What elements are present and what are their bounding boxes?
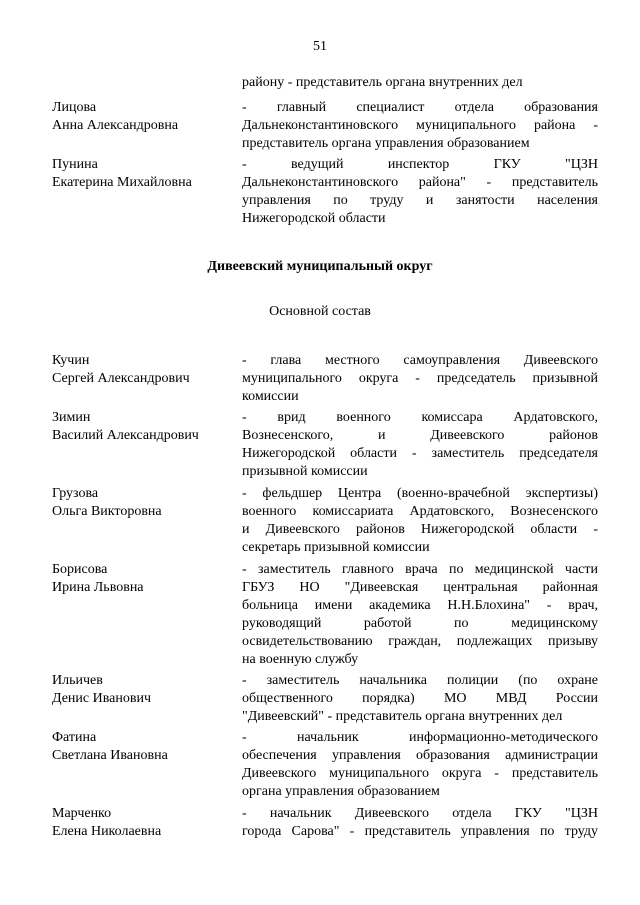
role-line: и Дивеевского районов Нижегородской области - <box>242 522 598 537</box>
role-line: представитель органа управления образованием <box>242 136 530 151</box>
member-surname: Кучин <box>52 353 90 368</box>
member-given-name: Анна Александровна <box>52 118 179 133</box>
member-role <box>242 409 598 481</box>
member-surname: Зимин <box>52 410 91 425</box>
role-line: управления по труду и занятости населения <box>242 193 598 208</box>
member-role <box>242 729 598 801</box>
member-surname: Марченко <box>52 806 112 821</box>
role-line: - заместитель главного врача по медицинской части <box>242 562 598 577</box>
member-role <box>242 352 598 406</box>
member-given-name: Денис Иванович <box>52 691 152 706</box>
role-line: общественного порядка) МО МВД России <box>242 691 598 706</box>
member-name <box>52 352 237 388</box>
page-number: 51 <box>313 39 327 54</box>
role-line: Дальнеконстантиновского района" - представитель <box>242 175 598 190</box>
member-surname: Пунина <box>52 157 98 172</box>
role-line: ГБУЗ НО "Дивеевская центральная районная <box>242 580 598 595</box>
role-line: руководящий работой по медицинскому <box>242 616 598 631</box>
member-given-name: Екатерина Михайловна <box>52 175 192 190</box>
member-role <box>242 99 598 153</box>
member-surname: Лицова <box>52 100 97 115</box>
role-line: на военную службу <box>242 652 359 667</box>
role-line: военного комиссариата Ардатовского, Вознесенского <box>242 504 598 519</box>
member-given-name: Светлана Ивановна <box>52 748 168 763</box>
member-name <box>52 672 237 708</box>
member-given-name: Ольга Викторовна <box>52 504 162 519</box>
continuation-text <box>242 74 598 92</box>
role-line: органа управления образованием <box>242 784 440 799</box>
role-line: "Дивеевский" - представитель органа внутренних дел <box>242 709 563 724</box>
member-name <box>52 729 237 765</box>
member-name <box>52 561 237 597</box>
role-line: города Сарова" - представитель управления по труду <box>242 824 598 839</box>
role-line: - начальник информационно-методического <box>242 730 598 745</box>
member-surname: Ильичев <box>52 673 103 688</box>
role-line: - врид военного комиссара Ардатовского, <box>242 410 598 425</box>
role-line: Нижегородской области - заместитель председателя <box>242 446 598 461</box>
member-role <box>242 561 598 669</box>
section-title: Дивеевский муниципальный округ <box>207 259 433 274</box>
role-line: Дивеевского муниципального округа - представитель <box>242 766 598 781</box>
member-name <box>52 409 237 445</box>
member-given-name: Елена Николаевна <box>52 824 162 839</box>
role-line: Дальнеконстантиновского муниципального района - <box>242 118 598 133</box>
role-line: - начальник Дивеевского отдела ГКУ "ЦЗН <box>242 806 598 821</box>
member-surname: Грузова <box>52 486 99 501</box>
section-subtitle: Основной состав <box>269 304 371 319</box>
member-name <box>52 485 237 521</box>
member-surname: Борисова <box>52 562 108 577</box>
role-line: - заместитель начальника полиции (по охране <box>242 673 598 688</box>
member-surname: Фатина <box>52 730 97 745</box>
member-given-name: Сергей Александрович <box>52 371 190 386</box>
role-line: Вознесенского, и Дивеевского районов <box>242 428 598 443</box>
member-role <box>242 672 598 726</box>
member-name <box>52 156 237 192</box>
role-line: секретарь призывной комиссии <box>242 540 430 555</box>
continuation-line: району - представитель органа внутренних дел <box>242 75 523 90</box>
member-role <box>242 805 598 841</box>
role-line: - глава местного самоуправления Дивеевского <box>242 353 598 368</box>
member-name <box>52 99 237 135</box>
member-name <box>52 805 237 841</box>
member-given-name: Василий Александрович <box>52 428 199 443</box>
role-line: обеспечения управления образования администрации <box>242 748 598 763</box>
member-role <box>242 485 598 557</box>
member-role <box>242 156 598 228</box>
role-line: комиссии <box>242 389 299 404</box>
member-given-name: Ирина Львовна <box>52 580 144 595</box>
role-line: Нижегородской области <box>242 211 386 226</box>
role-line: больница имени академика Н.Н.Блохина" - врач, <box>242 598 598 613</box>
role-line: - ведущий инспектор ГКУ "ЦЗН <box>242 157 598 172</box>
role-line: - главный специалист отдела образования <box>242 100 598 115</box>
role-line: муниципального округа - председатель призывной <box>242 371 598 386</box>
role-line: призывной комиссии <box>242 464 368 479</box>
role-line: освидетельствованию граждан, подлежащих призыву <box>242 634 598 649</box>
role-line: - фельдшер Центра (военно-врачебной экспертизы) <box>242 486 598 501</box>
